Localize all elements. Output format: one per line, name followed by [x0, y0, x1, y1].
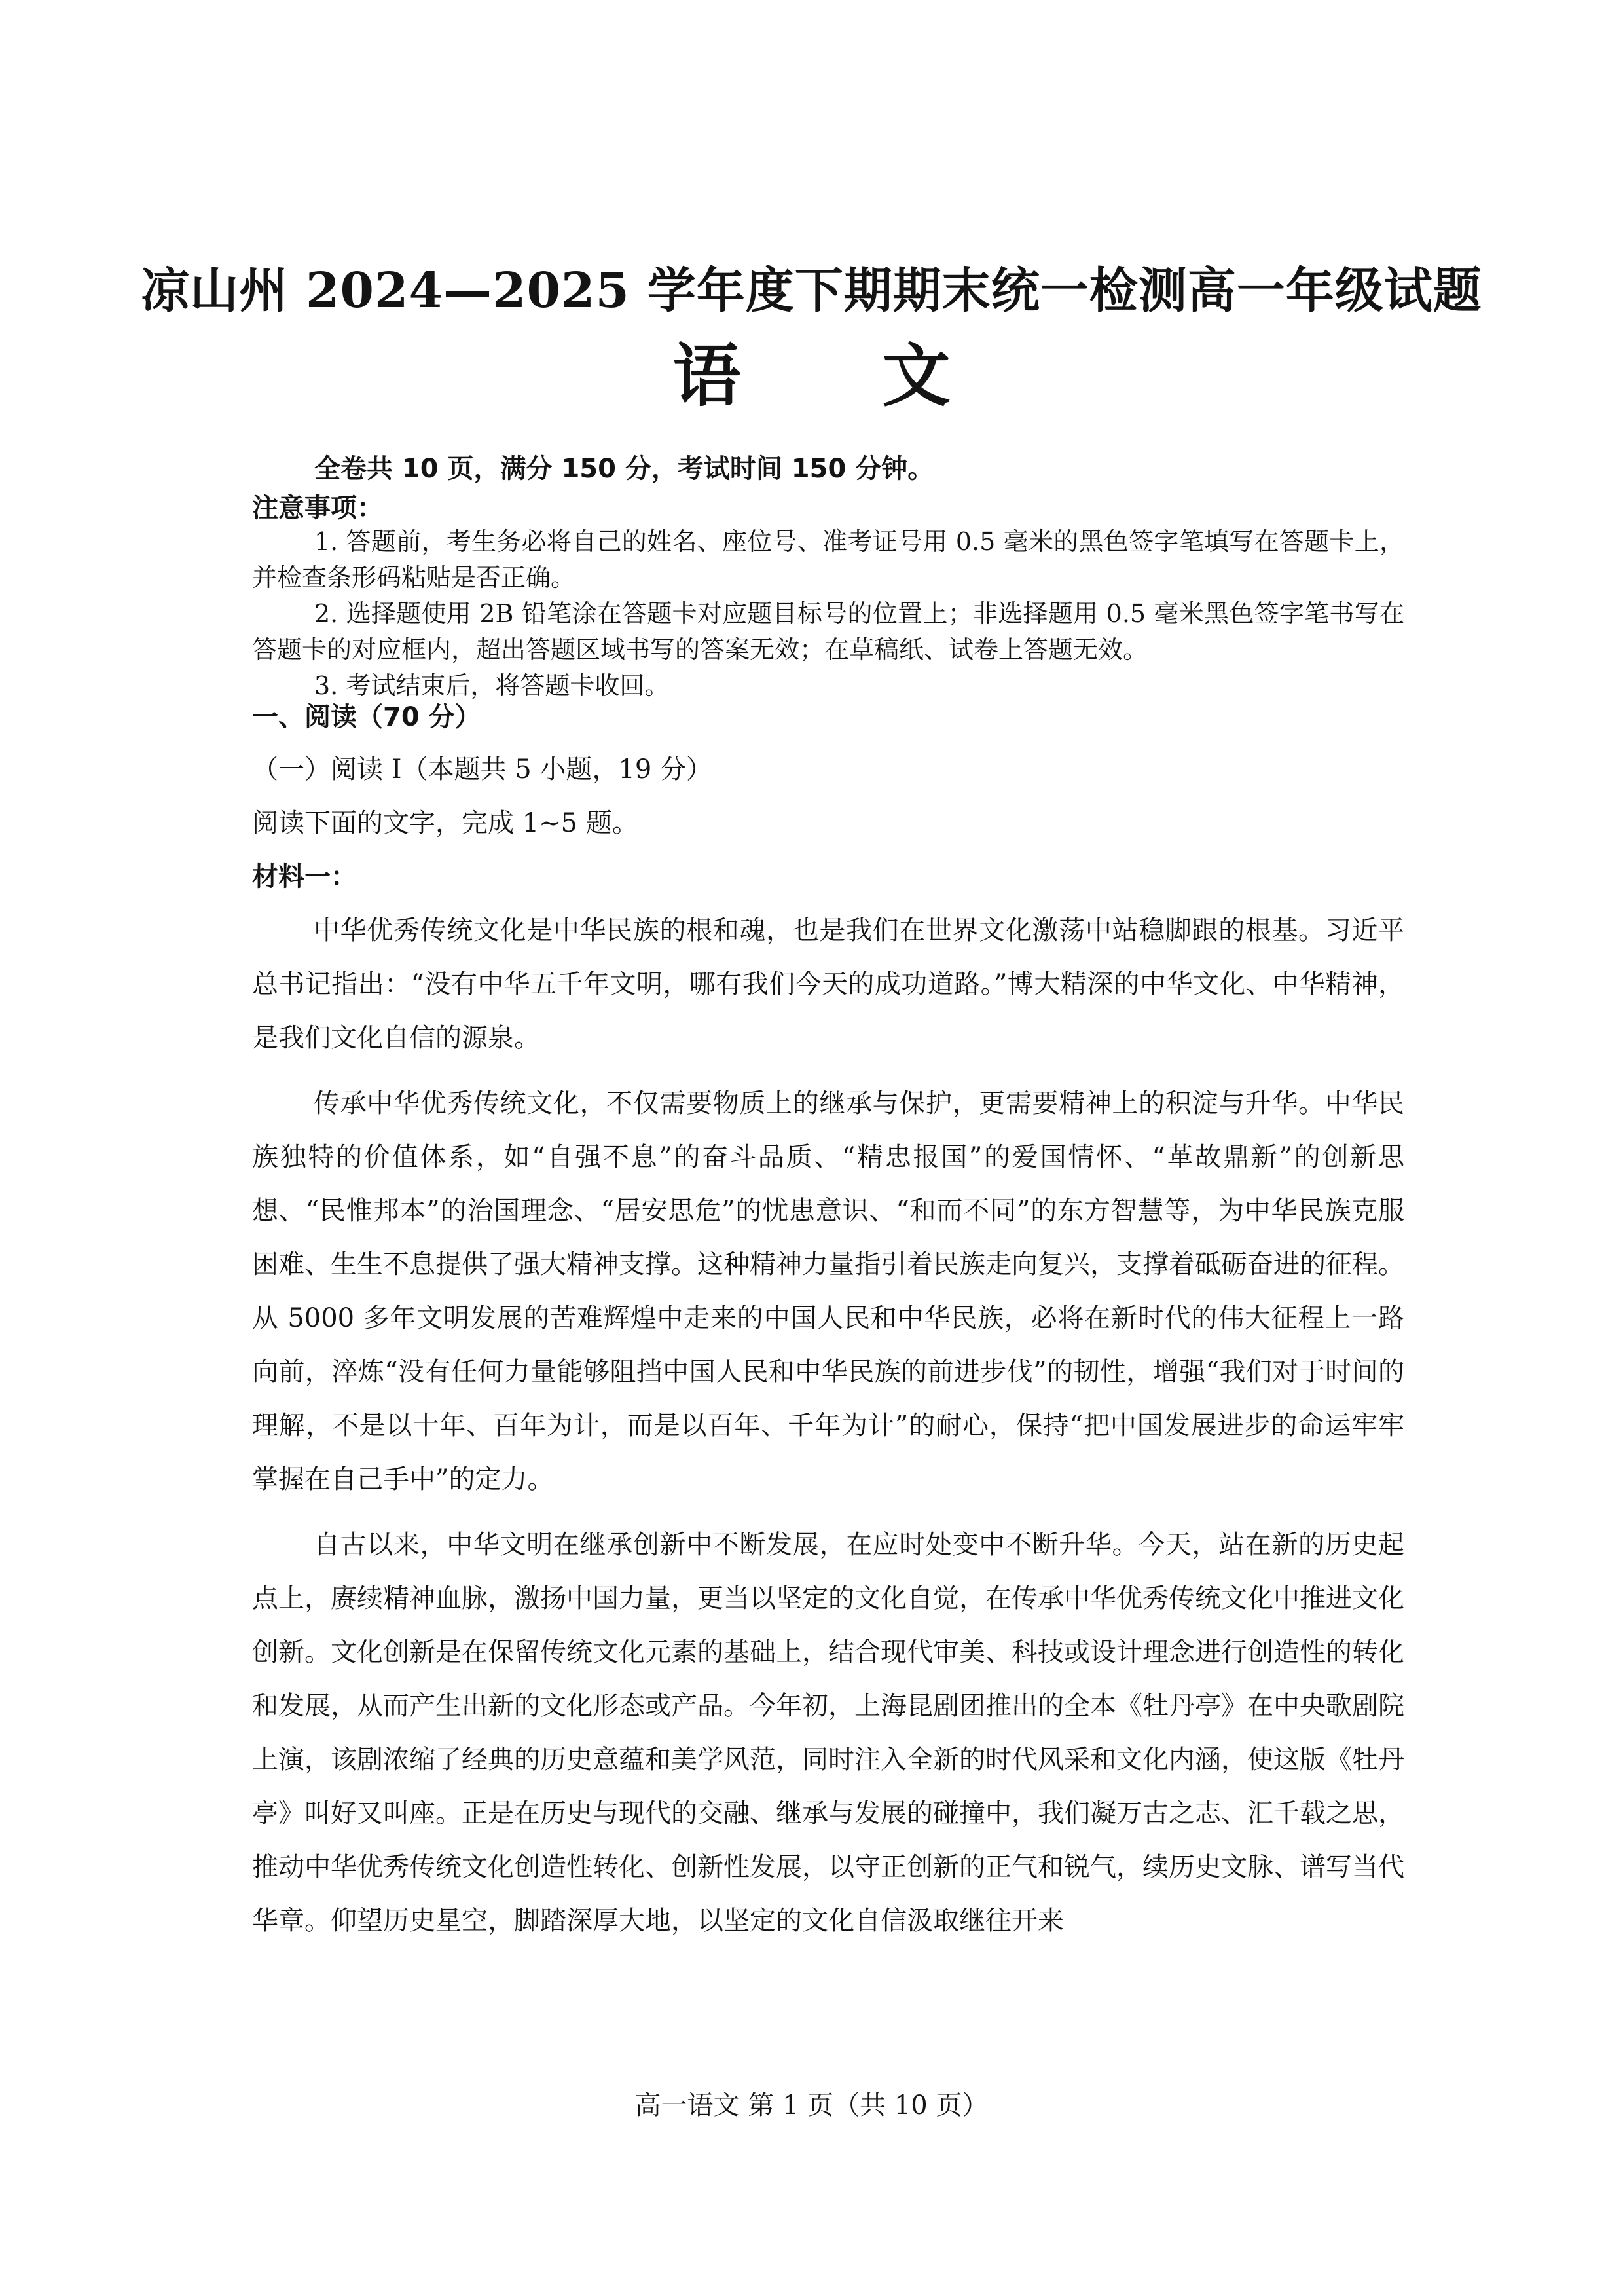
body-paragraph-2: 传承中华优秀传统文化，不仅需要物质上的继承与保护，更需要精神上的积淀与升华。中华民族独特的价值体系，如“自强不息”的奋斗品质、“精忠报国”的爱国情怀、“革故鼎新”的创新思想、“民惟邦本”的治国理念、“居安思危”的忧患意识、“和而不同”的东方智慧等，为中华民族克服困难、生生不息提供了强大精神支撑。这种精神力量指引着民族走向复兴，支撑着砥砺奋进的征程。从 5000 多年文明发展的苦难辉煌中走来的中国人民和中华民族，必将在新时代的伟大征程上一路向前，淬炼“没有任何力量能够阻挡中国人民和中华民族的前进步伐”的韧性，增强“我们对于时间的理解，不是以十年、百年为计，而是以百年、千年为计”的耐心，保持“把中国发展进步的命运牢牢掌握在自己手中”的定力。 [252, 1088, 1404, 1494]
notice-item-2: 2. 选择题使用 2B 铅笔涂在答题卡对应题目标号的位置上；非选择题用 0.5 毫米黑色签字笔书写在答题卡的对应框内，超出答题区域书写的答案无效；在草稿纸、试卷上答题无效。 [252, 599, 1404, 664]
notice-heading: 注意事项： [252, 493, 383, 523]
notice-list [252, 524, 1404, 704]
notice-item-1: 1. 答题前，考生务必将自己的姓名、座位号、准考证号用 0.5 毫米的黑色签字笔填写在答题卡上，并检查条形码粘贴是否正确。 [252, 527, 1404, 592]
reading-instruction: 阅读下面的文字，完成 1~5 题。 [252, 808, 638, 838]
exam-summary: 全卷共 10 页，满分 150 分，考试时间 150 分钟。 [314, 454, 934, 484]
material-body [252, 904, 1404, 1959]
notice-item-3: 3. 考试结束后，将答题卡收回。 [314, 671, 670, 700]
subsection-heading: （一）阅读 I（本题共 5 小题，19 分） [252, 754, 713, 785]
body-paragraph-3: 自古以来，中华文明在继承创新中不断发展，在应时处变中不断升华。今天，站在新的历史起点上，赓续精神血脉，激扬中国力量，更当以坚定的文化自觉，在传承中华优秀传统文化中推进文化创新。文化创新是在保留传统文化元素的基础上，结合现代审美、科技或设计理念进行创造性的转化和发展，从而产生出新的文化形态或产品。今年初，上海昆剧团推出的全本《牡丹亭》在中央歌剧院上演，该剧浓缩了经典的历史意蕴和美学风范，同时注入全新的时代风采和文化内涵，使这版《牡丹亭》叫好又叫座。正是在历史与现代的交融、继承与发展的碰撞中，我们凝万古之志、汇千载之思，推动中华优秀传统文化创造性转化、创新性发展，以守正创新的正气和锐气，续历史文脉、谱写当代华章。仰望历史星空，脚踏深厚大地，以坚定的文化自信汲取继往开来 [252, 1530, 1404, 1936]
material-label: 材料一： [252, 862, 357, 892]
body-paragraph-1: 中华优秀传统文化是中华民族的根和魂，也是我们在世界文化激荡中站稳脚跟的根基。习近平总书记指出：“没有中华五千年文明，哪有我们今天的成功道路。”博大精深的中华文化、中华精神，是我们文化自信的源泉。 [252, 916, 1404, 1053]
section-heading: 一、阅读（70 分） [252, 702, 481, 732]
subject-title: 语 文 [672, 335, 1010, 416]
page-footer: 高一语文 第 1 页（共 10 页） [634, 2090, 989, 2120]
exam-title: 凉山州 2024—2025 学年度下期期末统一检测高一年级试题 [141, 263, 1482, 319]
